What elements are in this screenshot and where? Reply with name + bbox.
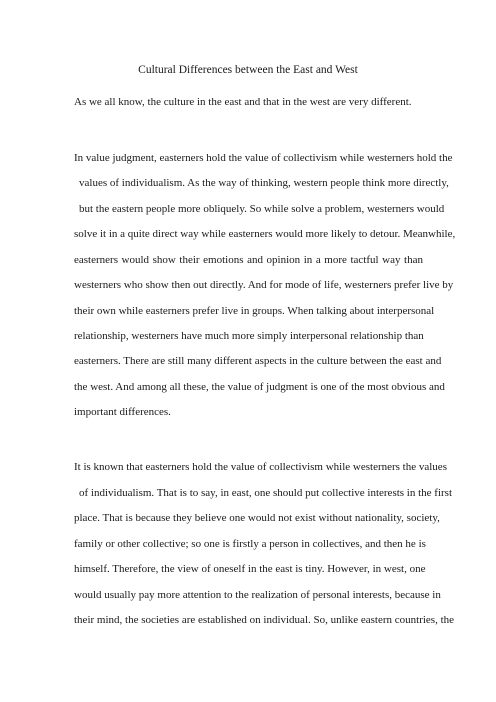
paragraph2-line: place. That is because they believe one would not exist without nationality, society, (74, 512, 440, 524)
paragraph1-line: the west. And among all these, the value of judgment is one of the most obvious and (74, 381, 445, 393)
paragraph1-line: westerners who show then out directly. And for mode of life, westerners prefer live by (74, 279, 454, 291)
paragraph1-line: easterners. There are still many different aspects in the culture between the east and (74, 355, 442, 367)
paragraph2-line: It is known that easterners hold the value of collectivism while westerners the values (74, 461, 447, 473)
paragraph1-line: but the eastern people more obliquely. So while solve a problem, westerners would (79, 203, 445, 215)
paragraph1-line: In value judgment, easterners hold the value of collectivism while westerners hold the (74, 152, 453, 164)
paragraph1-line: easterners would show their emotions and opinion in a more tactful way than (74, 254, 423, 266)
intro-line: As we all know, the culture in the east and that in the west are very different. (74, 96, 412, 108)
paragraph1-line: their own while easterners prefer live in groups. When talking about interpersonal (74, 305, 435, 317)
paragraph1-line: relationship, westerners have much more simply interpersonal relationship than (74, 330, 424, 342)
paragraph1-line: important differences. (74, 406, 171, 418)
paragraph1-line: values of individualism. As the way of thinking, western people think more directly, (79, 177, 449, 189)
paragraph2-line: of individualism. That is to say, in east, one should put collective interests in the first (79, 487, 453, 499)
paragraph1-line: solve it in a quite direct way while easterners would more likely to detour. Meanwhile, (74, 228, 456, 240)
paragraph2-line: their mind, the societies are established on individual. So, unlike eastern countries, the (74, 614, 455, 626)
document-title: Cultural Differences between the East and West (138, 64, 358, 76)
paragraph2-line: himself. Therefore, the view of oneself in the east is tiny. However, in west, one (74, 563, 426, 575)
paragraph2-line: would usually pay more attention to the realization of personal interests, because in (74, 589, 441, 601)
paragraph2-line: family or other collective; so one is firstly a person in collectives, and then he is (74, 538, 426, 550)
